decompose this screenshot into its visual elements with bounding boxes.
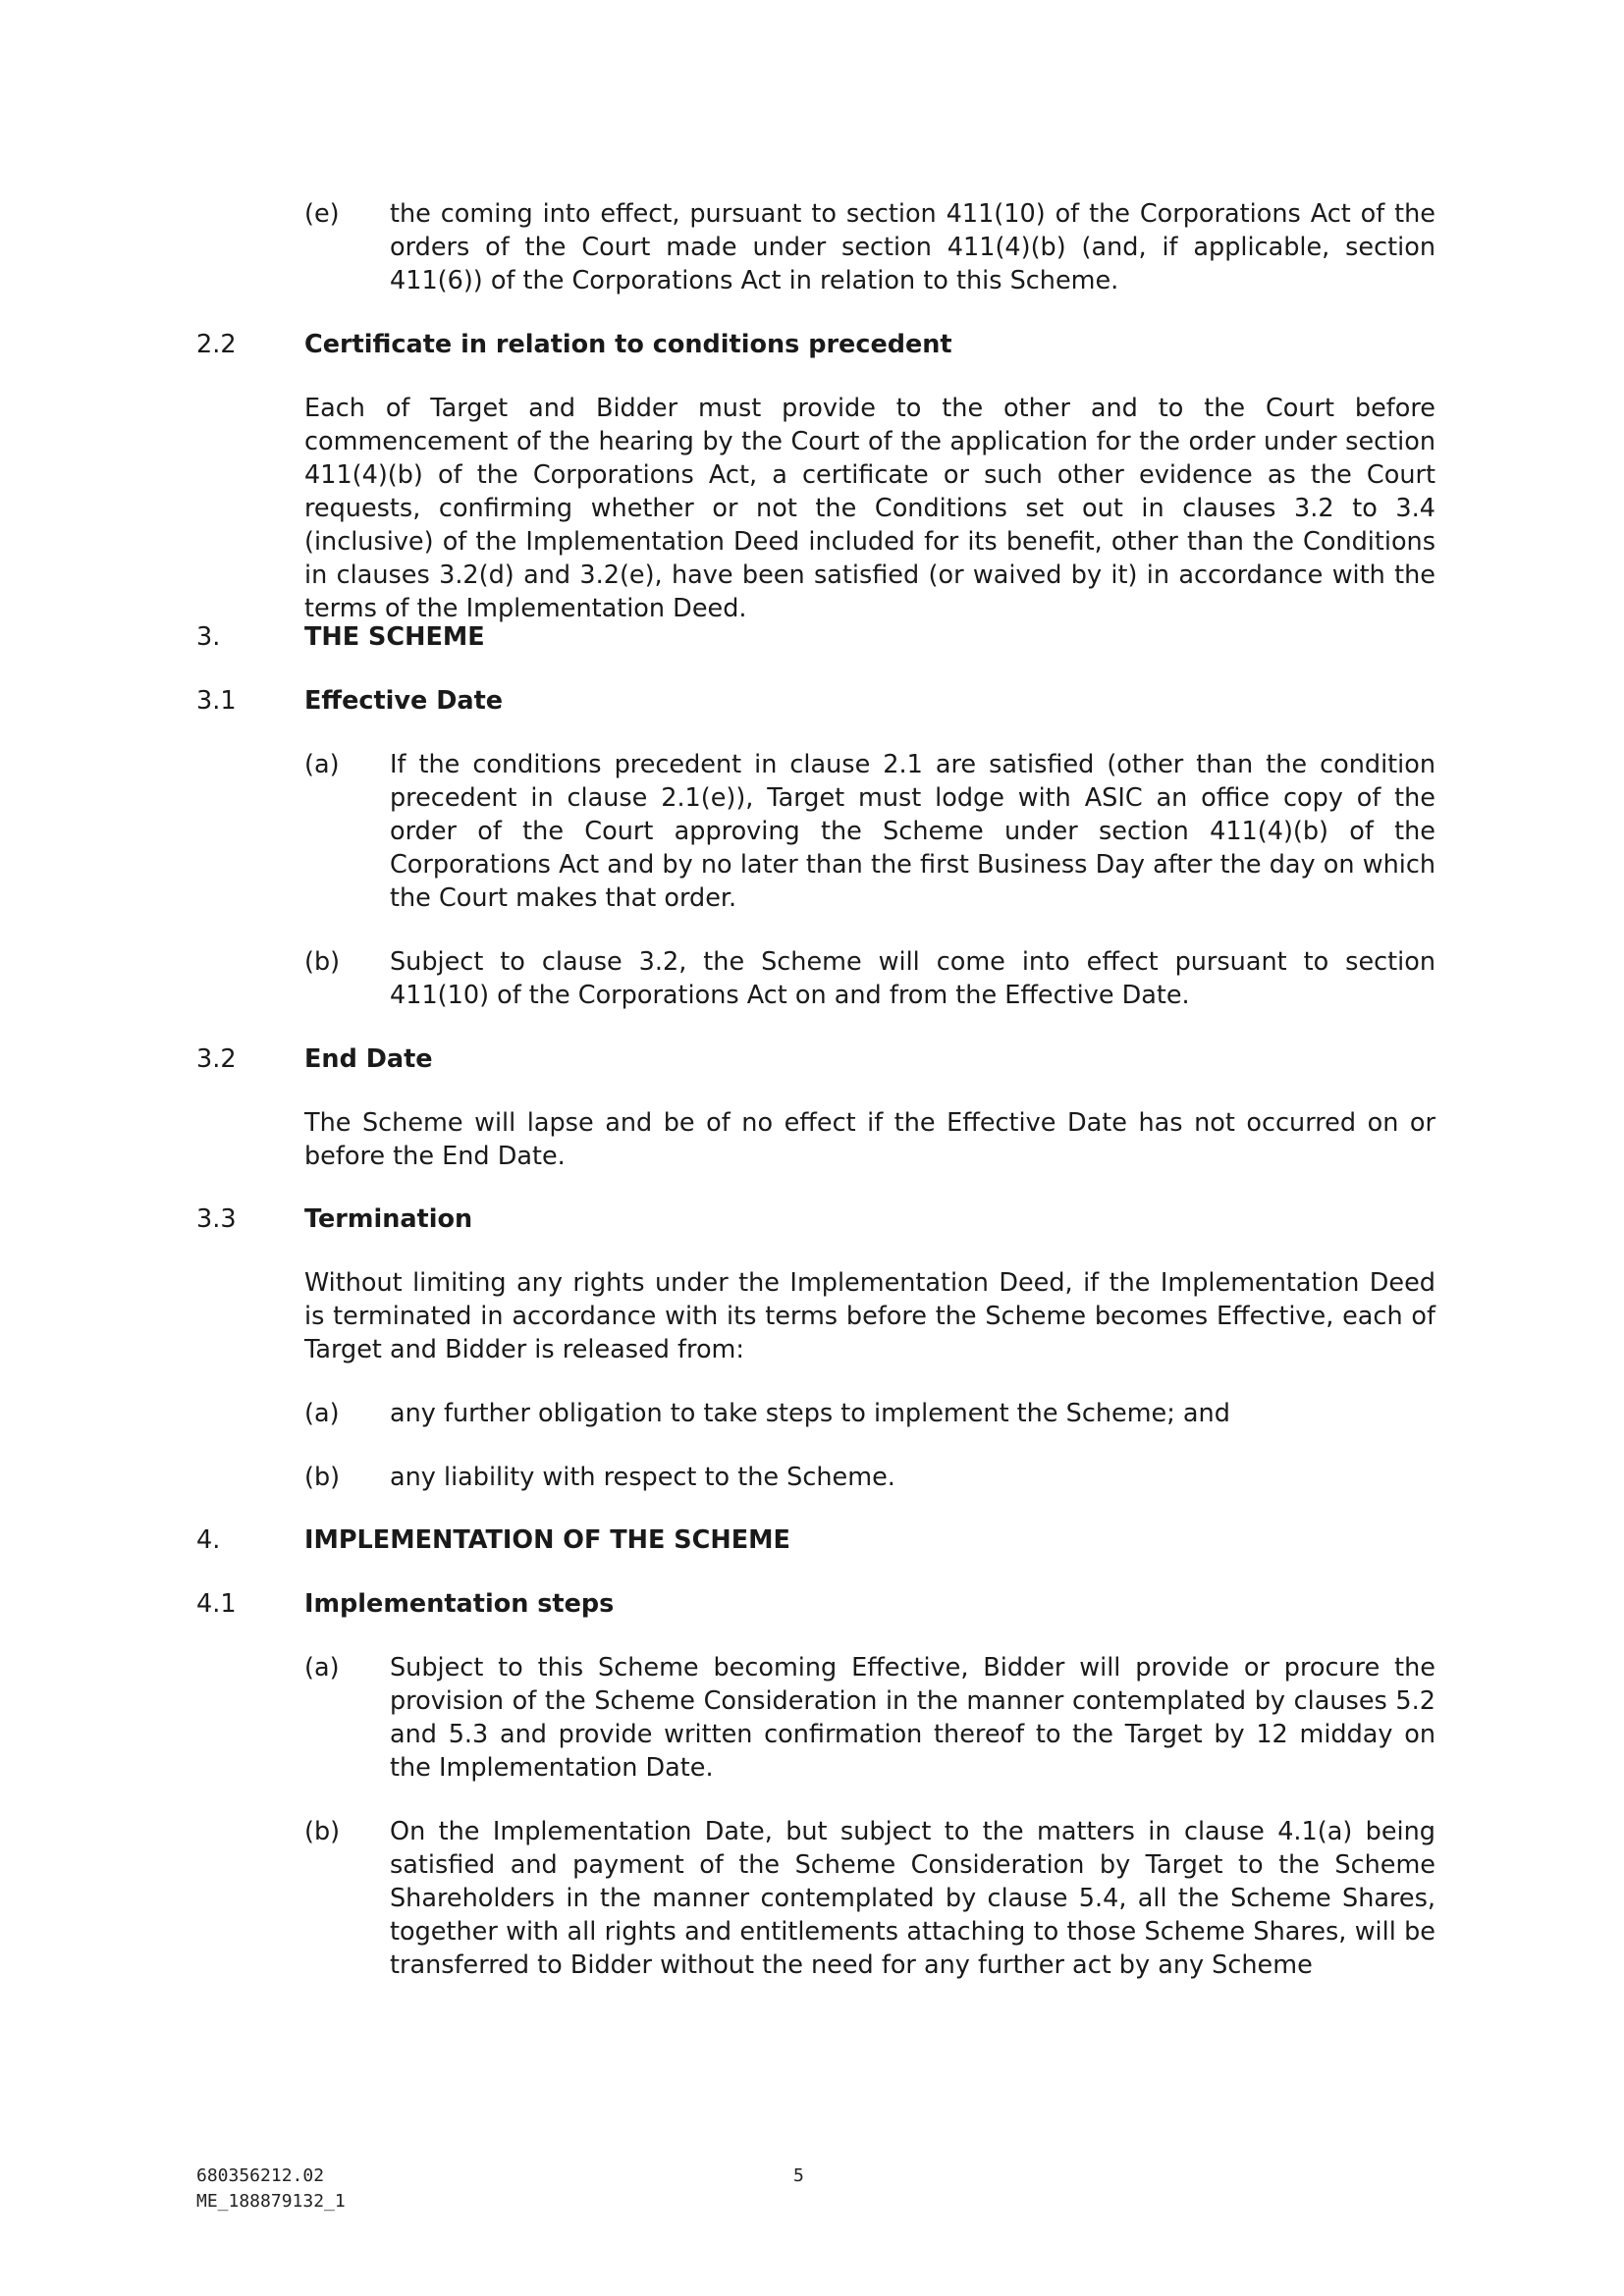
clause-3-2-text: The Scheme will lapse and be of no effect if the Effective Date has not occurred on or before the End Date. [304,1108,1435,1171]
clause-3-3-b-text: any liability with respect to the Scheme. [390,1463,895,1492]
clause-4-1-a-label: (a) [304,1653,340,1682]
clause-3-3-b-label: (b) [304,1463,341,1492]
clause-2-2-heading: Certificate in relation to conditions precedent [304,330,952,359]
clause-3-2-number: 3.2 [196,1044,237,1074]
clause-3-2-heading: End Date [304,1044,433,1074]
clause-3-1-number: 3.1 [196,686,237,716]
clause-3-1-a-text: If the conditions precedent in clause 2.1 are satisfied (other than the condition precedent in clause 2.1(e)), Target must lodge with ASIC an office copy of the order of the Court approving the Scheme under section 411(4)(b) of the Corporations Act and by no later than the first Business Day after the day on which the Court makes that order. [390,750,1435,913]
clause-3-1-b-label: (b) [304,947,341,977]
clause-3-1-heading: Effective Date [304,686,504,716]
footer-matter-id: ME_188879132_1 [196,2191,346,2212]
clause-3-heading: THE SCHEME [304,622,485,652]
clause-3-3-heading: Termination [304,1204,473,1234]
footer-page-number: 5 [793,2165,804,2186]
clause-3-1-a-label: (a) [304,750,340,779]
clause-2-1-e-label: (e) [304,199,340,229]
clause-4-1-b-label: (b) [304,1817,341,1846]
footer-document-id: 680356212.02 [196,2165,325,2186]
clause-3-number: 3. [196,622,221,652]
clause-3-3-text: Without limiting any rights under the Implementation Deed, if the Implementation Deed is terminated in accordance with its terms before the Scheme becomes Effective, each of Target and Bidder is released from: [304,1268,1435,1364]
clause-4-1-a-text: Subject to this Scheme becoming Effective, Bidder will provide or procure the provision of the Scheme Consideration in the manner contemplated by clauses 5.2 and 5.3 and provide written confirmation thereof to the Target by 12 midday on the Implementation Date. [390,1653,1435,1783]
clause-2-1-e-text: the coming into effect, pursuant to section 411(10) of the Corporations Act of the orders of the Court made under section 411(4)(b) (and, if applicable, section 411(6)) of the Corporations Act in relation to this Scheme. [390,199,1435,295]
clause-4-1-b-text: On the Implementation Date, but subject to the matters in clause 4.1(a) being satisfied and payment of the Scheme Consideration by Target to the Scheme Shareholders in the manner contemplated by clause 5.4, all the Scheme Shares, together with all rights and entitlements attaching to those Scheme Shares, will be transferred to Bidder without the need for any further act by any Scheme [390,1817,1435,1980]
clause-2-2-text: Each of Target and Bidder must provide to the other and to the Court before commencement of the hearing by the Court of the application for the order under section 411(4)(b) of the Corporations Act, a certificate or such other evidence as the Court requests, confirming whether or not the Conditions set out in clauses 3.2 to 3.4 (inclusive) of the Implementation Deed included for its benefit, other than the Conditions in clauses 3.2(d) and 3.2(e), have been satisfied (or waived by it) in accordance with the terms of the Implementation Deed. [304,394,1435,623]
clause-3-3-number: 3.3 [196,1204,237,1234]
clause-3-3-a-text: any further obligation to take steps to implement the Scheme; and [390,1399,1230,1428]
clause-2-2-number: 2.2 [196,330,237,359]
clause-3-3-a-label: (a) [304,1399,340,1428]
clause-3-1-b-text: Subject to clause 3.2, the Scheme will come into effect pursuant to section 411(10) of the Corporations Act on and from the Effective Date. [390,947,1435,1010]
clause-4-number: 4. [196,1525,221,1555]
clause-4-1-heading: Implementation steps [304,1589,615,1619]
clause-4-1-number: 4.1 [196,1589,237,1619]
clause-4-heading: IMPLEMENTATION OF THE SCHEME [304,1525,790,1555]
